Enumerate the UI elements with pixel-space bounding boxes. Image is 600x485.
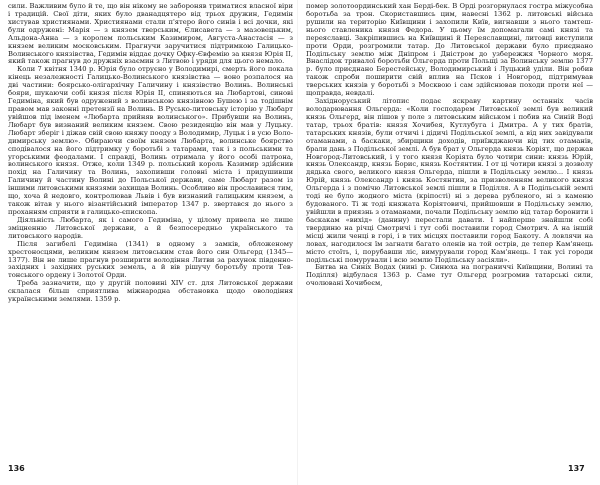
left-paragraph-2: Коли 7 квітня 1340 р. Юрія було отруєно у Володимирі, смерть його покала кінець незалежності Галицько-Волинського князівства — воно розпалося на дві частини: боярсько-олігархічну Галичину і князівство Волинь. Волинські бояри, шукаючи собі князя після Юрія II, спиняються на Любартові, синові Гедиміна, який був одружений з волинською князівною Бушею і за тодішнім правом мав законні претензії на Волинь. В Русько-литовську історію у Любарт увійшов під іменем «Любарта прийняв волинського». Прибувши на Волинь, Любарт був визнаний великим князем. Свою резиденцію він мав у Луцьку. Любарт зберіг і діжав свій свою княжу пооду з Володимир, Луцьк і в усю Володимирську землю». Обираючи своїм князем Любарта, волинське боярство сподівалося на його підтримку у боротьбі з татарами, так і з польськими та угорськими феодалами. І справді, Волинь отримала у його особі патрона, волинського князя. Отже, коли 1349 р. польський король Казимир здійснив похід на Галичину та Волинь, захопивши головні міста і придушивши Галичину й частину Волині до Польської держави, саме Любарт разом із іншими литовськими князями захищав Волинь. Особливо він прославився тим, що, хоча й недовго, контролював Львів і був визнаний галицьким князем, а також вітав у нього візантійський імператор 1347 р. звертався до нього з проханням сприяти в галицько-єпископа.: [8, 65, 293, 216]
left-paragraph-1: сили. Важливим було й те, що він нікому не забороняв триматися власної віри і традицій. Свої діти, яких було дванадцятеро від трьох дружин, Гедимін хистував християнами. Християнами стали п'ятеро його синів і всі дочки, які були одружені: Марія — з князем тверським, Єлисавета — з мазовецьким, Альдона-Анна — з королем польським Казимиром, Августа-Анастасія — з князем великим московським. Прагнучи заручитися підтримкою Галицько-Волинського князівства, Гедимін віддає дочку Офку-Євфемію за князя Юрія II, який також прагнув до дружніх взаємин з Литвою і уряди для цього немало.: [8, 3, 293, 66]
right-page-number: 137: [568, 464, 585, 473]
left-page: [8, 3, 293, 453]
right-paragraph-3: Битва на Синіх Водах (нині р. Синюха на пограниччі Київщини, Волині та Поділля) відбулася 1363 р. Саме тут Ольгерд розгромив татарські сили, очолювані Хочибеєм,: [306, 263, 593, 288]
page-gutter: [297, 0, 298, 485]
right-page: [306, 3, 593, 453]
right-paragraph-2: Західноруський літопис подає яскраву картину останніх часів володарювання Ольгерда: «Коли господарем Литовської землі був великий князь Ольгерд, він пішов у поле з литовським військом і побив на Синій Воді татар, трьох братів: князя Хочибея, Кутлубуга і Дмитра. А у тих братів, татарських князів, були отчичі і дідичі Подільської землі, а від них завідували отаманами, а баскаки, збирщики доходів, приїжджаючи від тих отаманів, брали дань з Подільської землі. А був брат у Ольгерда князь Коріят, що держав Новгород-Литовський, і у того князя Коріята було чотири сини: князь Юрій, князь Олександр, князь Борис, князь Костянтин. І от ці чотири князі з дозволу дядька свого, великого князя Ольгерда, пішли в Подільську землю... І князь Юрій, князь Олександр і князь Костянтин, за призволенням великого князя Ольгерда і з помічю Литовської землі пішли в Поділля. А в Подільській землі тоді не було жодного міста (кріпості) ні з дерева рубленого, ні з каменю будованого. Ті ж тоді княжата Коріятовичі, прийшовши в Подільську землю, увійшли в приязнь з отаманами, почали Подільську землю від татар боронити і баскакам «вихід» (данину) перестали давати. І найперше знайшли собі твердиню на річці Смотричі і тут собі поставили город Смотрич. А на іншій місці жили ченці в горі, і в тих місцях поставили город Бакоту. А ловлячи на ловах, нагодилося їм загнати багато оленів на той острів, де тепер Кам'янець місто стоїть, і, порубавши ліс, вимурували город Кам'янець. І так усі городи подільські помурували і всю землю Подільську засіяли».: [306, 97, 593, 264]
left-page-number: 136: [8, 464, 25, 473]
right-paragraph-1: помер золотоординський хан Берді-бек. В Орді розгорнулася гостра міжусобна боротьба за трон. Скориставшись цим, навесні 1362 р. литовські війська рушили на територію Київщини і захопили Київ, вигнавши з нього тамтешнього ставленика князя Федора. У цьому їм допомагали самі князі та переяславці. Закріпившись на Київщині й Переяславщині, литовці виступили проти Орди, розгромили татар. До Литовської держави було приєднано Подільську землю між Дніпром і Дністром до узбережжя Чорного моря. Внаслідок тривалої боротьби Ольгерда проти Польщі за Волинську землю 1377 р. було приєднано Берестейську, Володимирський і Луцький уділи. Він робив також спроби поширити свій вплив на Псков і Новгород, підтримував тверських князів у боротьбі з Москвою і сам здійснював походи проти неї — щоправда, невдалі.: [306, 3, 593, 98]
left-paragraph-5: Треба зазначити, що у другій половині XIV ст. для Литовської держави склалася більш сприятлива міжнародна обстановка щодо оволодіння українськими землями. 1359 р.: [8, 279, 293, 304]
left-paragraph-4: Після загибелі Гедиміна (1341) в одному з замків, обложеному хрестоносцями, великим князем литовським став його син Ольгерд (1345—1377). Він не лише прагнув розширити володіння Литви за рахунок південно-західних і західних руських земель, а й вів рішучу боротьбу проти Тевтонського ордену і Золотої Орди.: [8, 239, 293, 280]
left-paragraph-3: Діяльність Любарта, як і самого Гедиміна, у цілому привела не лише зміцненню Литовської держави, а й безпосередньо українського та литовського народів.: [8, 215, 293, 240]
